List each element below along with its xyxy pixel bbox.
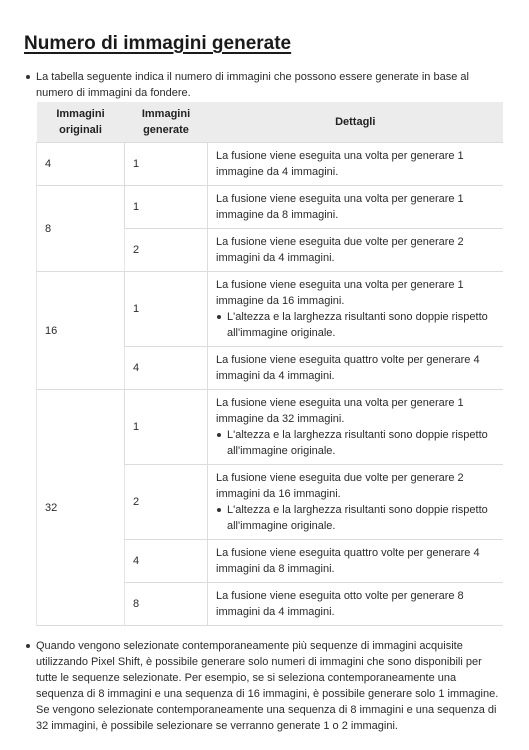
intro-item — [24, 69, 503, 626]
cell-original: 4 — [37, 143, 125, 186]
detail-text: La fusione viene eseguita otto volte per generare 8 immagini da 4 immagini. — [216, 590, 464, 618]
cell-details — [208, 540, 504, 583]
cell-generated: 4 — [125, 540, 208, 583]
cell-generated: 1 — [125, 390, 208, 465]
header-generated: Immagini generate — [125, 102, 208, 143]
cell-details — [208, 143, 504, 186]
cell-details — [208, 272, 504, 347]
detail-text: La fusione viene eseguita quattro volte per generare 4 immagini da 4 immagini. — [216, 354, 480, 382]
detail-note: L'altezza e la larghezza risultanti sono doppie rispetto all'immagine originale. — [216, 309, 495, 341]
detail-text: La fusione viene eseguita una volta per generare 1 immagine da 32 immagini. — [216, 397, 464, 425]
cell-details — [208, 229, 504, 272]
cell-details — [208, 390, 504, 465]
cell-generated: 1 — [125, 143, 208, 186]
footnote-item — [24, 638, 503, 734]
detail-note-list — [216, 427, 495, 459]
detail-text: La fusione viene eseguita una volta per generare 1 immagine da 4 immagini. — [216, 150, 464, 178]
cell-details — [208, 583, 504, 626]
table-row — [37, 390, 504, 465]
detail-text: La fusione viene eseguita una volta per generare 1 immagine da 8 immagini. — [216, 193, 464, 221]
cell-details — [208, 347, 504, 390]
detail-text: La fusione viene eseguita una volta per generare 1 immagine da 16 immagini. — [216, 279, 464, 307]
cell-original: 32 — [37, 390, 125, 626]
cell-generated: 1 — [125, 186, 208, 229]
intro-text: La tabella seguente indica il numero di immagini che possono essere generate in base al numero di immagini da fondere. — [36, 71, 469, 99]
cell-generated: 2 — [125, 229, 208, 272]
header-details: Dettagli — [208, 102, 504, 143]
cell-generated: 2 — [125, 465, 208, 540]
table-row — [37, 272, 504, 347]
table-row — [37, 143, 504, 186]
cell-original: 16 — [37, 272, 125, 390]
header-original: Immagini originali — [37, 102, 125, 143]
detail-note-list — [216, 502, 495, 534]
detail-text: La fusione viene eseguita quattro volte per generare 4 immagini da 8 immagini. — [216, 547, 480, 575]
detail-note: L'altezza e la larghezza risultanti sono doppie rispetto all'immagine originale. — [216, 427, 495, 459]
cell-details — [208, 465, 504, 540]
detail-note-list — [216, 309, 495, 341]
detail-text: La fusione viene eseguita due volte per generare 2 immagini da 16 immagini. — [216, 472, 464, 500]
detail-text: La fusione viene eseguita due volte per generare 2 immagini da 4 immagini. — [216, 236, 464, 264]
table-header-row — [37, 102, 504, 143]
table-body — [37, 143, 504, 626]
detail-note: L'altezza e la larghezza risultanti sono doppie rispetto all'immagine originale. — [216, 502, 495, 534]
cell-details — [208, 186, 504, 229]
content-list — [24, 69, 503, 734]
cell-generated: 8 — [125, 583, 208, 626]
page-title: Numero di immagini generate — [24, 33, 292, 54]
table-row — [37, 186, 504, 229]
cell-original: 8 — [37, 186, 125, 272]
footnote-text: Quando vengono selezionate contemporaneamente più sequenze di immagini acquisite utilizzando Pixel Shift, è possibile generare solo numeri di immagini che sono disponibili per tutte le sequenze selezionate. Per esempio, se si seleziona contemporaneamente una sequenza di 8 immagini e una sequenza di 16 immagini, è possibile generare solo 1 immagine. Se vengono selezionate contemporaneamente una sequenza di 8 immagini e una sequenza di 32 immagini, è possibile selezionare se verranno generate 1 o 2 immagini. — [36, 640, 499, 732]
cell-generated: 4 — [125, 347, 208, 390]
cell-generated: 1 — [125, 272, 208, 347]
images-table — [36, 102, 503, 626]
